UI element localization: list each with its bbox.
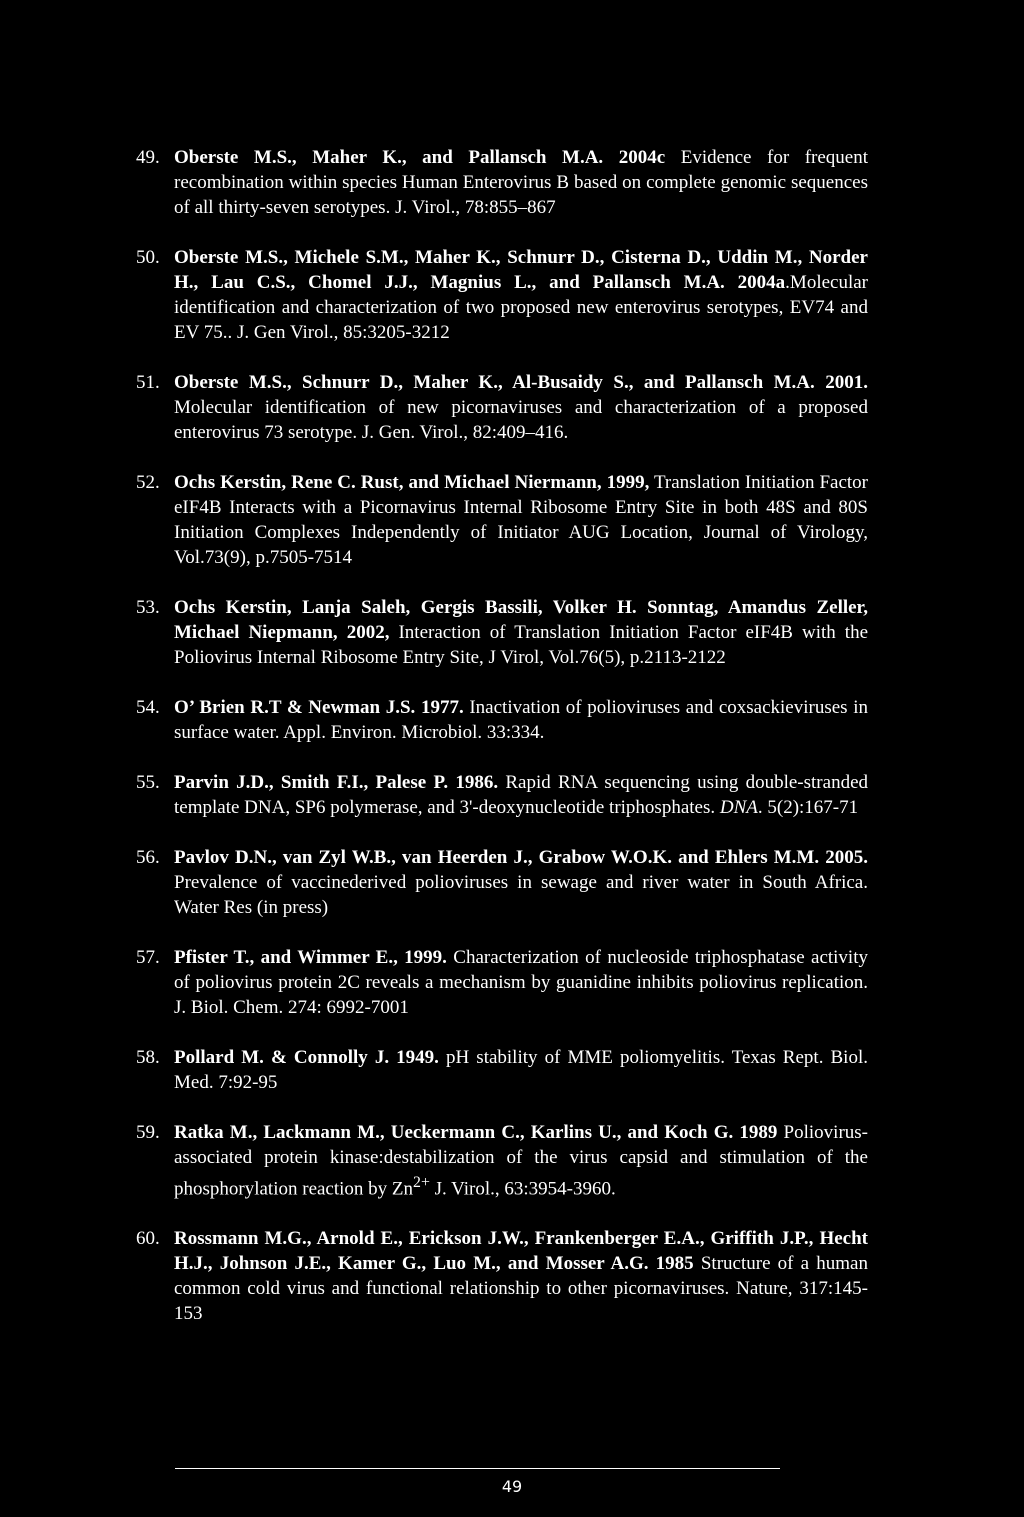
reference-authors: Pollard M. & Connolly J. 1949.	[174, 1047, 439, 1068]
reference-text-tail: J. Virol., 63:3954-3960.	[429, 1178, 616, 1200]
page-number: 49	[501, 1477, 523, 1496]
reference-text: Structure of a human common cold virus and functional relationship to other picornaviruses. Nature, 317:145-153	[174, 1253, 868, 1325]
reference-authors: Parvin J.D., Smith F.I., Palese P. 1986.	[174, 772, 499, 793]
reference-number: 56.	[136, 847, 160, 868]
reference-number: 60.	[136, 1228, 160, 1250]
reference-number: 49.	[136, 147, 160, 168]
reference-text: Poliovirus-associated protein kinase:destabilization of the virus capsid and stimulation of the phosphorylation reaction by Zn	[174, 1122, 868, 1200]
reference-number: 52.	[136, 472, 160, 493]
superscript-charge: 2+	[413, 1174, 430, 1191]
reference-text: Characterization of nucleoside triphosphatase activity of poliovirus protein 2C reveals a mechanism by guanidine inhibits poliovirus replication. J. Biol. Chem. 274: 6992-7001	[174, 947, 868, 1018]
reference-authors: Ochs Kerstin, Rene C. Rust, and Michael Niermann, 1999,	[174, 472, 650, 493]
reference-item	[128, 145, 868, 220]
reference-number: 51.	[136, 372, 160, 393]
reference-number: 58.	[136, 1047, 160, 1068]
reference-authors: Pavlov D.N., van Zyl W.B., van Heerden J., Grabow W.O.K. and Ehlers M.M. 2005.	[174, 847, 868, 868]
reference-text: Translation Initiation Factor eIF4B Interacts with a Picornavirus Internal Ribosome Entry Site in both 48S and 80S Initiation Complexes Independently of Initiator AUG Location, Journal of Virology, Vol.73(9), p.7505-7514	[174, 472, 869, 568]
reference-text-tail: . 5(2):167-71	[757, 797, 859, 818]
reference-list	[128, 145, 868, 1351]
reference-text: Inactivation of polioviruses and coxsackieviruses in surface water. Appl. Environ. Microbiol. 33:334.	[174, 697, 868, 743]
footer-divider	[175, 1468, 780, 1469]
reference-item	[128, 1045, 868, 1095]
reference-text: Rapid RNA sequencing using double-stranded template DNA, SP6 polymerase, and 3'-deoxynucleotide triphosphates.	[174, 772, 868, 818]
reference-item	[128, 1120, 868, 1201]
reference-authors: O’ Brien R.T & Newman J.S. 1977.	[174, 697, 464, 718]
reference-text: Interaction of Translation Initiation Factor eIF4B with the Poliovirus Internal Ribosome Entry Site, J Virol, Vol.76(5), p.2113-2122	[174, 622, 868, 668]
reference-text: .Molecular identification and characterization of two proposed new enterovirus serotypes, EV74 and EV 75.. J. Gen Virol., 85:3205-3212	[174, 272, 868, 343]
reference-text: pH stability of MME poliomyelitis. Texas Rept. Biol. Med. 7:92-95	[174, 1047, 868, 1093]
reference-authors: Oberste M.S., Maher K., and Pallansch M.A. 2004c	[174, 147, 666, 168]
reference-item	[128, 370, 868, 445]
reference-authors: Oberste M.S., Schnurr D., Maher K., Al-Busaidy S., and Pallansch M.A. 2001.	[174, 372, 868, 393]
reference-item	[128, 695, 868, 745]
reference-item	[128, 1226, 868, 1326]
reference-text: Prevalence of vaccinederived polioviruses in sewage and river water in South Africa. Water Res (in press)	[174, 872, 868, 918]
reference-number: 53.	[136, 597, 160, 618]
reference-text: Evidence for frequent recombination within species Human Enterovirus B based on complete genomic sequences of all thirty-seven serotypes. J. Virol., 78:855–867	[174, 147, 869, 218]
reference-authors: Pfister T., and Wimmer E., 1999.	[174, 947, 447, 968]
reference-item	[128, 595, 868, 670]
reference-item	[128, 770, 868, 820]
reference-number: 59.	[136, 1122, 160, 1143]
reference-authors: Ochs Kerstin, Lanja Saleh, Gergis Bassili, Volker H. Sonntag, Amandus Zeller, Michael Niepmann, 2002,	[174, 597, 868, 643]
reference-authors: Oberste M.S., Michele S.M., Maher K., Schnurr D., Cisterna D., Uddin M., Norder H., Lau C.S., Chomel J.J., Magnius L., and Pallansch M.A. 2004a	[174, 247, 868, 293]
reference-item	[128, 945, 868, 1020]
reference-number: 57.	[136, 947, 160, 968]
reference-item	[128, 245, 868, 345]
reference-item	[128, 470, 868, 570]
reference-number: 54.	[136, 697, 160, 718]
reference-number: 50.	[136, 247, 160, 268]
reference-authors: Ratka M., Lackmann M., Ueckermann C., Karlins U., and Koch G. 1989	[174, 1122, 778, 1143]
journal-name: DNA	[719, 797, 758, 818]
reference-text: Molecular identification of new picornaviruses and characterization of a proposed enterovirus 73 serotype. J. Gen. Virol., 82:409–416.	[174, 397, 868, 443]
reference-number: 55.	[136, 772, 160, 793]
reference-authors: Rossmann M.G., Arnold E., Erickson J.W., Frankenberger E.A., Griffith J.P., Hecht H.J., Johnson J.E., Kamer G., Luo M., and Mosser A.G. 1985	[174, 1228, 868, 1275]
reference-item	[128, 845, 868, 920]
